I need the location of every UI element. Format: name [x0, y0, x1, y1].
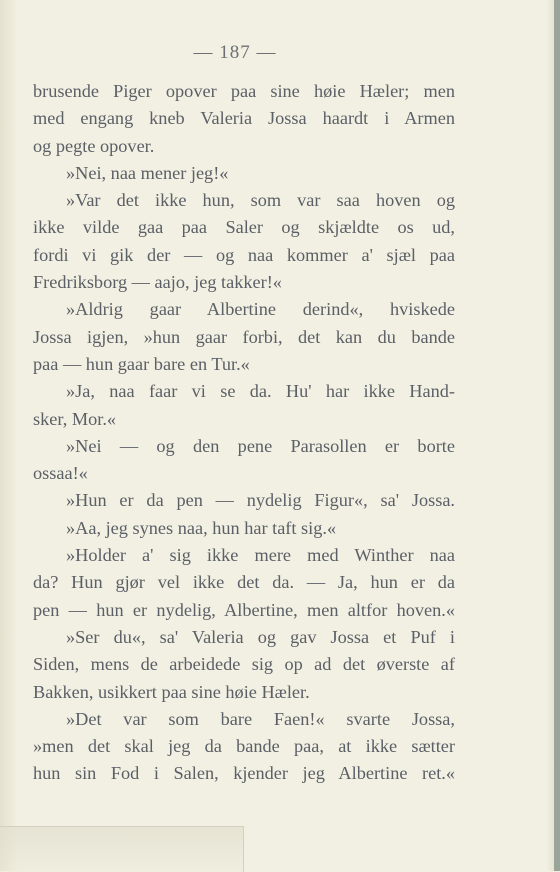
- text-line: »Nei — og den pene Parasollen er borte: [66, 435, 455, 456]
- text-line: »Aa, jeg synes naa, hun har taft sig.«: [66, 517, 337, 538]
- text-line: Fredriksborg — aajo, jeg takker!«: [33, 272, 282, 293]
- text-line: Siden, mens de arbeidede sig op ad det øverste af: [33, 654, 455, 675]
- text-line: »Nei, naa mener jeg!«: [66, 162, 229, 183]
- text-line: »Hun er da pen — nydelig Figur«, sa' Jossa.: [66, 490, 455, 511]
- page-edge: [554, 0, 560, 871]
- body-text: [33, 78, 455, 788]
- text-line: hun sin Fod i Salen, kjender jeg Albertine ret.«: [33, 763, 455, 784]
- text-line: »Holder a' sig ikke mere med Winther naa: [66, 545, 455, 566]
- text-line: paa — hun gaar bare en Tur.«: [33, 353, 250, 374]
- text-line: da? Hun gjør vel ikke det da. — Ja, hun er da: [33, 572, 455, 593]
- text-line: ikke vilde gaa paa Saler og skjældte os ud,: [33, 217, 455, 238]
- text-line: »Ja, naa faar vi se da. Hu' har ikke Hand-: [66, 381, 455, 402]
- text-line: Jossa igjen, »hun gaar forbi, det kan du bande: [33, 326, 455, 347]
- text-line: »Ser du«, sa' Valeria og gav Jossa et Puf i: [66, 626, 455, 647]
- paper-stain: [0, 826, 244, 872]
- text-line: sker, Mor.«: [33, 408, 117, 429]
- text-line: »Det var som bare Faen!« svarte Jossa,: [66, 708, 455, 729]
- text-line: fordi vi gik der — og naa kommer a' sjæl paa: [33, 244, 455, 265]
- text-line: Bakken, usikkert paa sine høie Hæler.: [33, 681, 310, 702]
- text-line: »men det skal jeg da bande paa, at ikke sætter: [33, 736, 455, 757]
- text-line: »Aldrig gaar Albertine derind«, hviskede: [66, 299, 455, 320]
- text-line: ossaa!«: [33, 463, 88, 484]
- text-line: »Var det ikke hun, som var saa hoven og: [66, 190, 455, 211]
- page-number: — 187 —: [193, 42, 277, 63]
- text-line: brusende Piger opover paa sine høie Hæler; men: [33, 81, 455, 101]
- text-line: pen — hun er nydelig, Albertine, men altfor hoven.«: [33, 599, 455, 620]
- text-line: og pegte opover.: [33, 135, 155, 156]
- text-line: med engang kneb Valeria Jossa haardt i Armen: [33, 108, 455, 129]
